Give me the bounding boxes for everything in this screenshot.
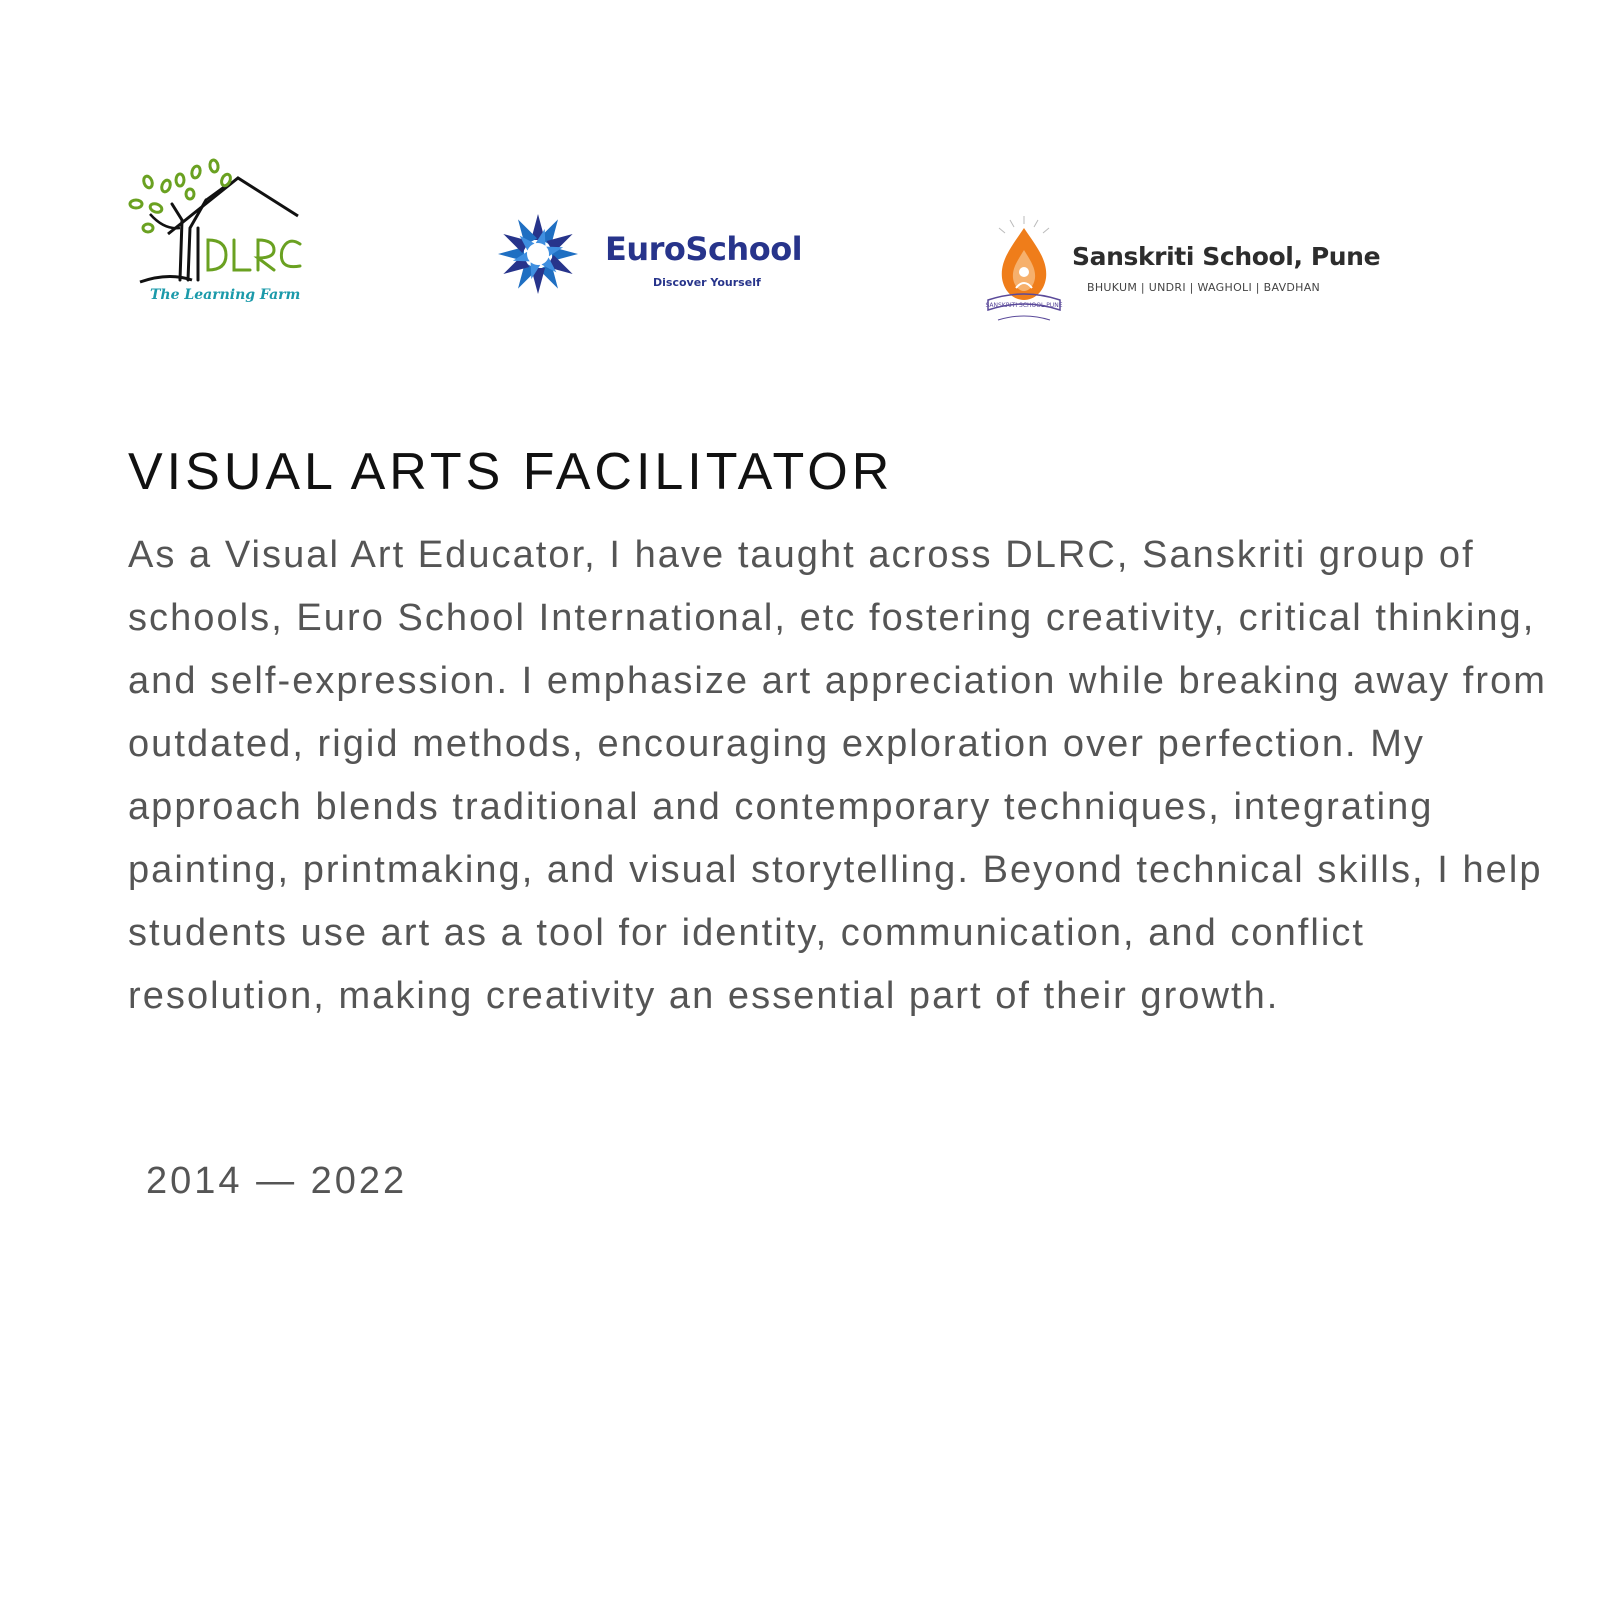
flame-emblem-icon — [982, 216, 1066, 328]
dlrc-tagline: The Learning Farm — [150, 287, 301, 303]
role-years: 2014 — 2022 — [146, 1160, 408, 1202]
star-mandala-icon — [496, 212, 580, 296]
sanskriti-locations: BHUKUM | UNDRI | WAGHOLI | BAVDHAN — [1087, 281, 1321, 294]
role-title: VISUAL ARTS FACILITATOR — [128, 443, 894, 501]
euroschool-name: EuroSchool — [605, 230, 803, 268]
sanskriti-name: Sanskriti School, Pune — [1072, 242, 1381, 271]
euroschool-logo — [496, 210, 826, 300]
svg-text:SANSKRITI SCHOOL PUNE: SANSKRITI SCHOOL PUNE — [985, 302, 1063, 309]
role-description: As a Visual Art Educator, I have taught across DLRC, Sanskriti group of schools, Euro School International, etc fostering creativity, critical thinking, and self-expression. I emphasize art appreciation while breaking away from outdated, rigid methods, encouraging exploration over perfection. My approach blends traditional and contemporary techniques, integrating painting, printmaking, and visual storytelling. Beyond technical skills, I help students use art as a tool for identity, communication, and conflict resolution, making creativity an essential part of their growth. — [128, 534, 1548, 1017]
dlrc-logo — [128, 158, 314, 322]
sanskriti-logo — [982, 216, 1402, 328]
role-section — [128, 442, 1548, 1028]
logos-row — [0, 0, 1614, 340]
euroschool-tagline: Discover Yourself — [653, 276, 761, 289]
tree-house-icon — [128, 158, 314, 322]
